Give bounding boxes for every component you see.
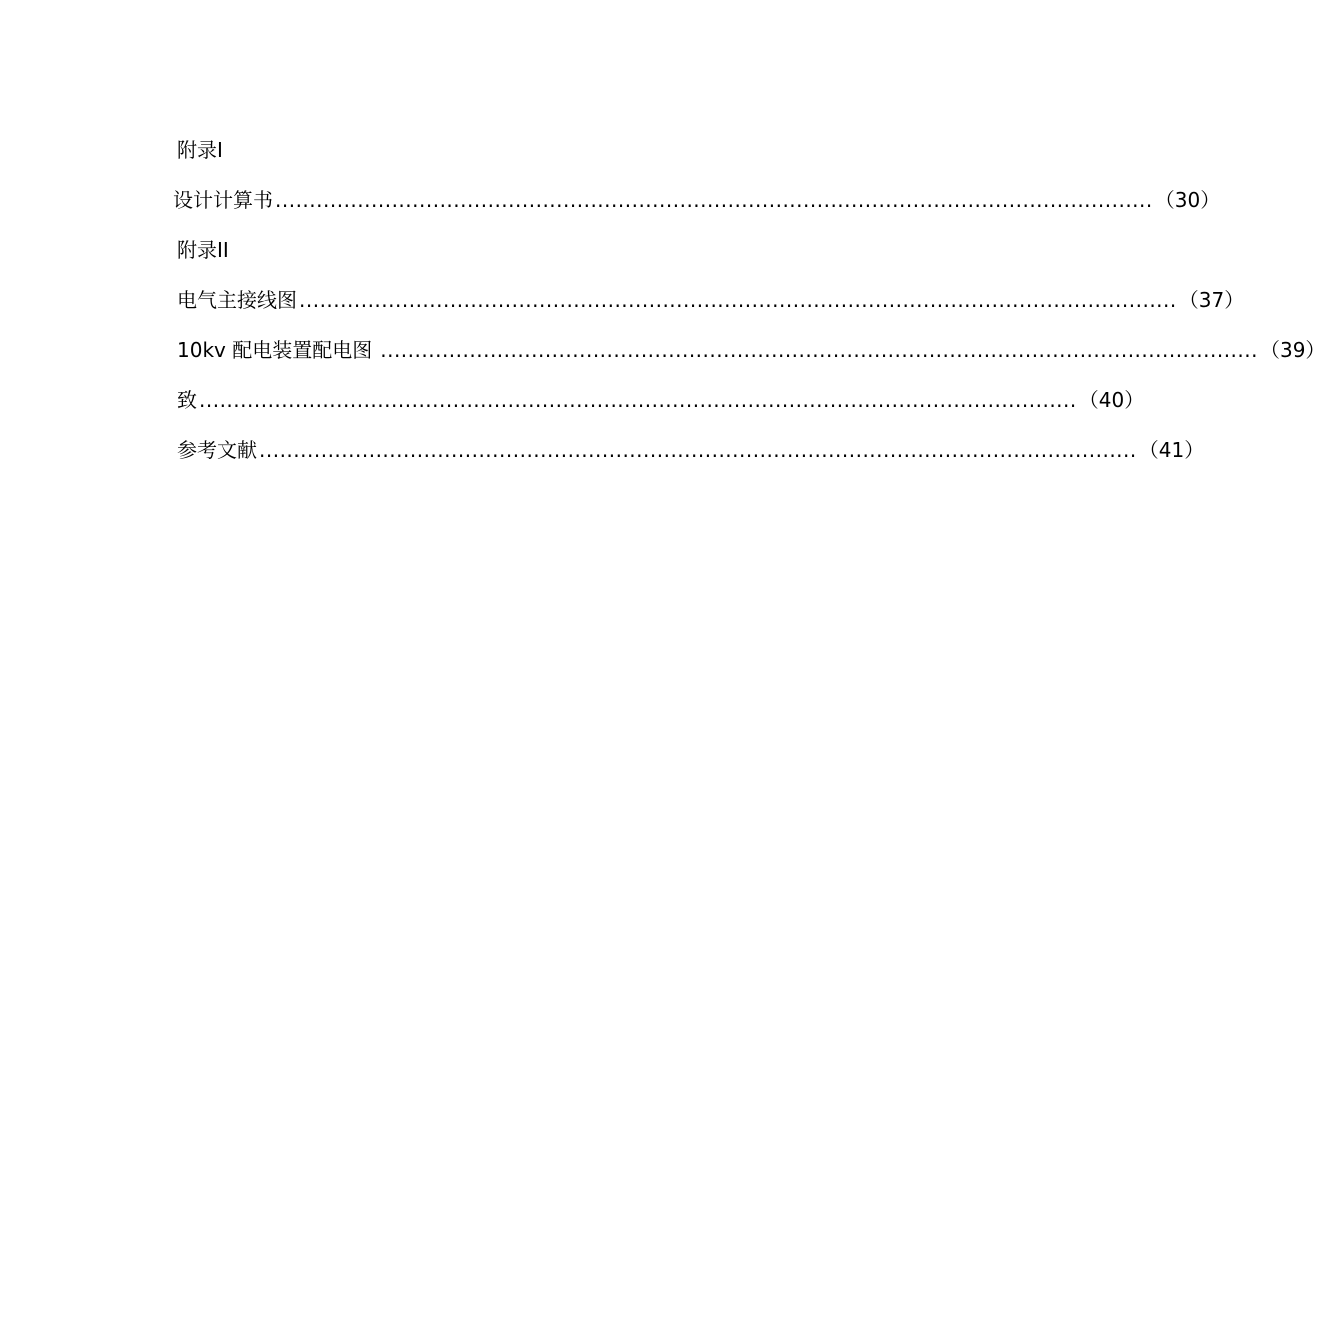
toc-entry-title: 设计计算书 — [173, 188, 273, 212]
toc-entry — [173, 185, 1221, 215]
toc-entry-page: （41） — [1138, 438, 1205, 462]
dot-leader: ................................................................................................................................ — [299, 288, 1177, 312]
toc-entry-title: 致 — [177, 388, 197, 412]
toc-entry-page: （39） — [1259, 338, 1325, 362]
toc-entry — [177, 285, 1245, 315]
toc-entry-title: 参考文献 — [177, 438, 257, 462]
toc-entry — [177, 435, 1205, 465]
toc-entry-page: （30） — [1154, 188, 1221, 212]
appendix-1-heading: 附录I — [177, 138, 223, 162]
appendix-2-heading: 附录II — [177, 238, 229, 262]
dot-leader: ................................................................................................................................ — [275, 188, 1153, 212]
dot-leader: ................................................................................................................................ — [380, 338, 1258, 362]
toc-entry — [177, 335, 1325, 365]
dot-leader: ................................................................................................................................ — [199, 388, 1077, 412]
toc-entry-title: 电气主接线图 — [177, 288, 297, 312]
toc-entry — [177, 385, 1145, 415]
toc-entry-title: 10kv 配电装置配电图 — [177, 338, 373, 362]
toc-entry-page: （37） — [1178, 288, 1245, 312]
dot-leader: ................................................................................................................................ — [259, 438, 1137, 462]
toc-entry-page: （40） — [1078, 388, 1145, 412]
